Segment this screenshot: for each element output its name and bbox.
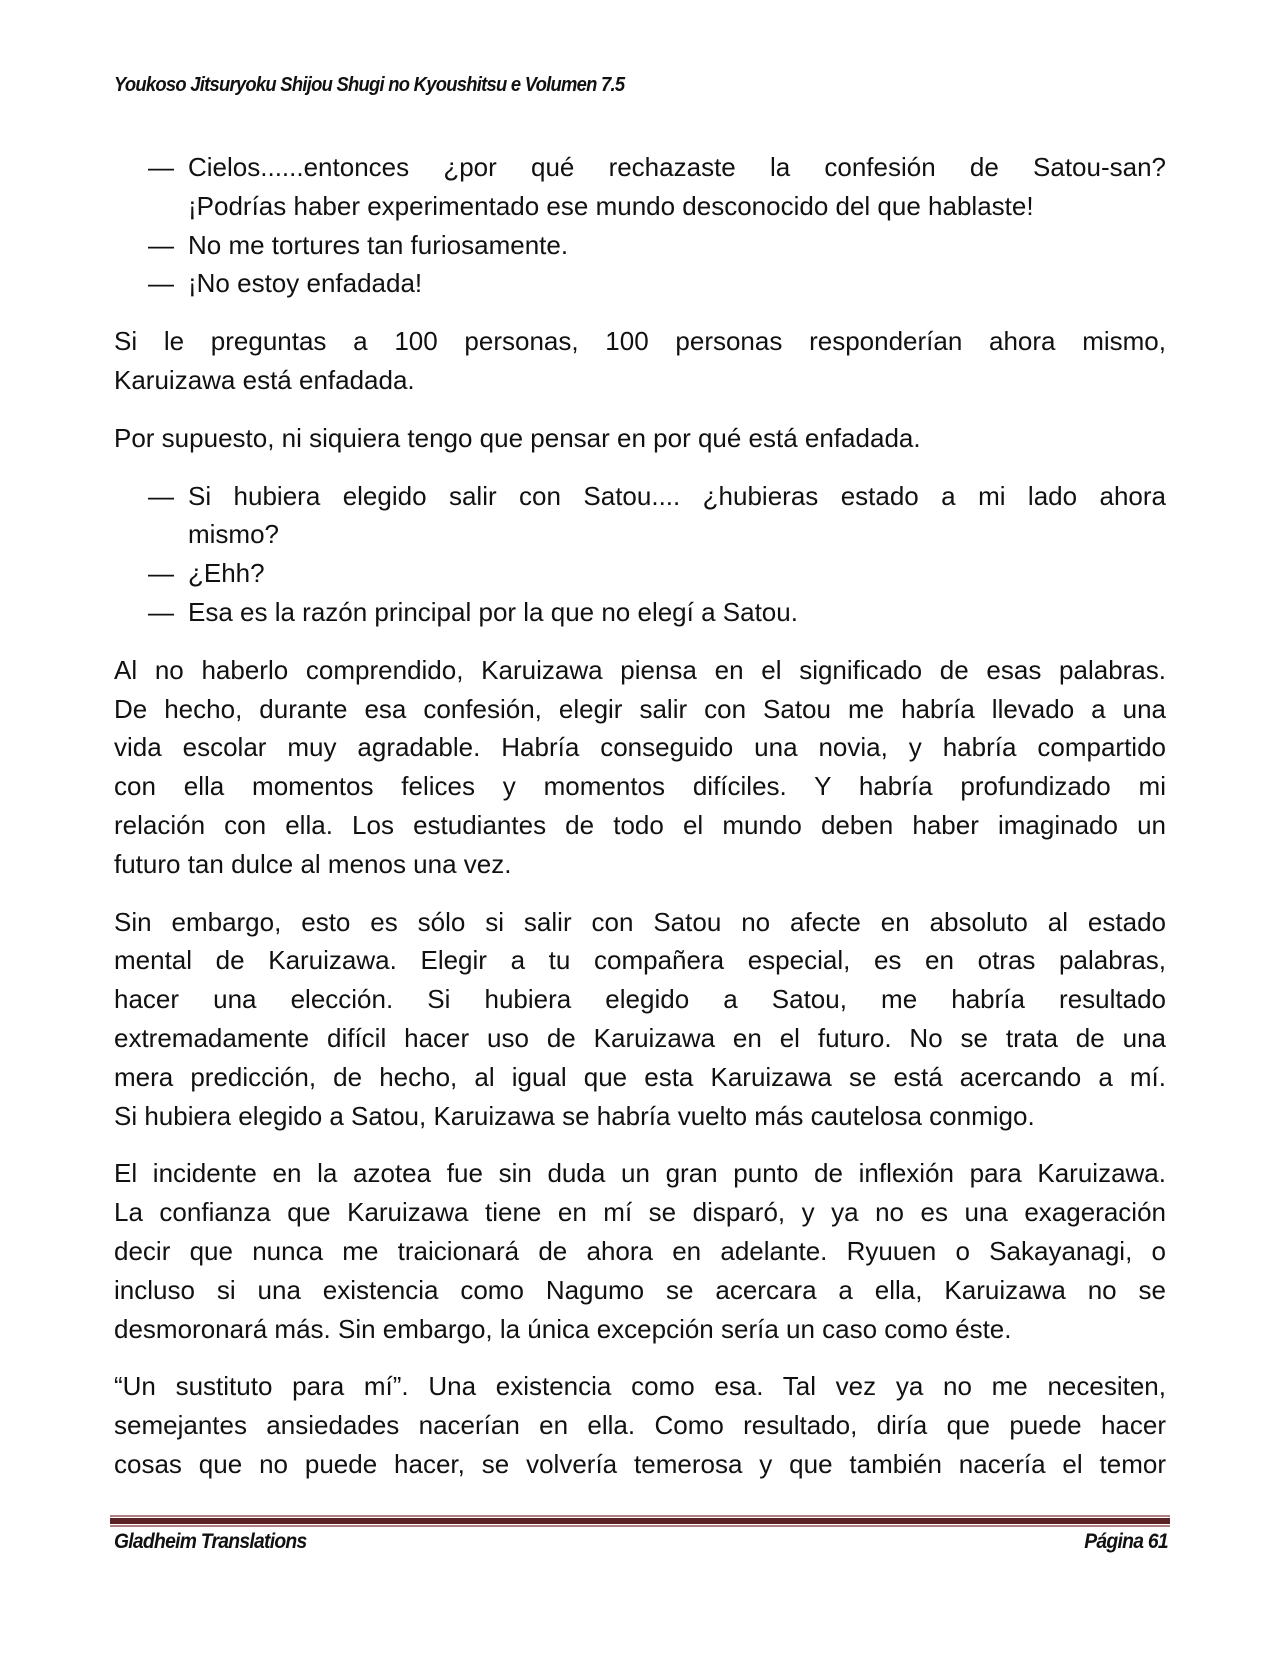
text-line: La confianza que Karuizawa tiene en mí se disparó, y ya no es una exageración: [114, 1197, 1166, 1228]
text-line: futuro tan dulce al menos una vez.: [114, 848, 512, 879]
page-body: [114, 148, 1166, 1484]
text-line: — ¡No estoy enfadada!: [188, 264, 1166, 303]
text-line: Si hubiera elegido a Satou, Karuizawa se habría vuelto más cautelosa conmigo.: [114, 1100, 1035, 1131]
text-line: — Esa es la razón principal por la que no elegí a Satou.: [188, 593, 1166, 632]
text-line: Sin embargo, esto es sólo si salir con Satou no afecte en absoluto al estado: [114, 906, 1166, 937]
dialogue-dash: —: [148, 596, 174, 627]
dialogue-line: [114, 477, 1166, 555]
dialogue-line: [114, 264, 1166, 303]
text-line: mera predicción, de hecho, al igual que esta Karuizawa se está acercando a mí.: [114, 1061, 1166, 1092]
text-line: El incidente en la azotea fue sin duda un gran punto de inflexión para Karuizawa.: [114, 1158, 1166, 1189]
text-line: — Cielos......entonces ¿por qué rechazaste la confesión de Satou-san?: [188, 148, 1166, 187]
dialogue-dash: —: [148, 229, 174, 260]
dialogue-dash: —: [148, 558, 174, 589]
text-line: vida escolar muy agradable. Habría conseguido una novia, y habría compartido: [114, 732, 1166, 763]
text-line: cosas que no puede hacer, se volvería temerosa y que también nacería el temor: [114, 1448, 1166, 1479]
text-line: decir que nunca me traicionará de ahora en adelante. Ryuuen o Sakayanagi, o: [114, 1235, 1166, 1266]
text-line: mental de Karuizawa. Elegir a tu compañera especial, es en otras palabras,: [114, 945, 1166, 976]
text-line: ¡Podrías haber experimentado ese mundo desconocido del que hablaste!: [188, 190, 1034, 221]
paragraph: [114, 419, 1166, 458]
text-line: extremadamente difícil hacer uso de Karuizawa en el futuro. No se trata de una: [114, 1022, 1166, 1053]
paragraph: [114, 322, 1166, 400]
text-line: mismo?: [188, 519, 280, 550]
running-header: Youkoso Jitsuryoku Shijou Shugi no Kyoushitsu e Volumen 7.5: [114, 74, 625, 96]
text-line: — No me tortures tan furiosamente.: [188, 226, 1166, 265]
dialogue-line: [114, 593, 1166, 632]
footer-translator: Gladheim Translations: [114, 1530, 307, 1553]
dialogue-dash: —: [148, 480, 174, 511]
text-line: incluso si una existencia como Nagumo se acercara a ella, Karuizawa no se: [114, 1274, 1166, 1305]
text-line: “Un sustituto para mí”. Una existencia como esa. Tal vez ya no me necesiten,: [114, 1371, 1166, 1402]
page-number: Página 61: [1084, 1530, 1168, 1553]
paragraph: [114, 651, 1166, 884]
text-line: desmoronará más. Sin embargo, la única excepción sería un caso como éste.: [114, 1313, 1012, 1344]
dialogue-line: [114, 226, 1166, 265]
paragraph: [114, 1367, 1166, 1483]
text-line: hacer una elección. Si hubiera elegido a Satou, me habría resultado: [114, 984, 1166, 1015]
text-line: semejantes ansiedades nacerían en ella. Como resultado, diría que puede hacer: [114, 1410, 1166, 1441]
text-line: Por supuesto, ni siquiera tengo que pensar en por qué está enfadada.: [114, 422, 921, 453]
text-line: con ella momentos felices y momentos difíciles. Y habría profundizado mi: [114, 771, 1166, 802]
text-line: Si le preguntas a 100 personas, 100 personas responderían ahora mismo,: [114, 326, 1166, 357]
text-line: relación con ella. Los estudiantes de todo el mundo deben haber imaginado un: [114, 809, 1166, 840]
dialogue-line: [114, 554, 1166, 593]
text-line: Karuizawa está enfadada.: [114, 364, 415, 395]
text-line: — ¿Ehh?: [188, 554, 1166, 593]
paragraph: [114, 903, 1166, 1136]
dialogue-dash: —: [148, 152, 174, 182]
dialogue-line: [114, 148, 1166, 226]
footer-rule: [110, 1515, 1170, 1527]
paragraph: [114, 1154, 1166, 1348]
dialogue-dash: —: [148, 268, 174, 299]
text-line: — Si hubiera elegido salir con Satou.... ¿hubieras estado a mi lado ahora: [188, 477, 1166, 516]
text-line: De hecho, durante esa confesión, elegir salir con Satou me habría llevado a una: [114, 693, 1166, 724]
text-line: Al no haberlo comprendido, Karuizawa piensa en el significado de esas palabras.: [114, 654, 1166, 685]
